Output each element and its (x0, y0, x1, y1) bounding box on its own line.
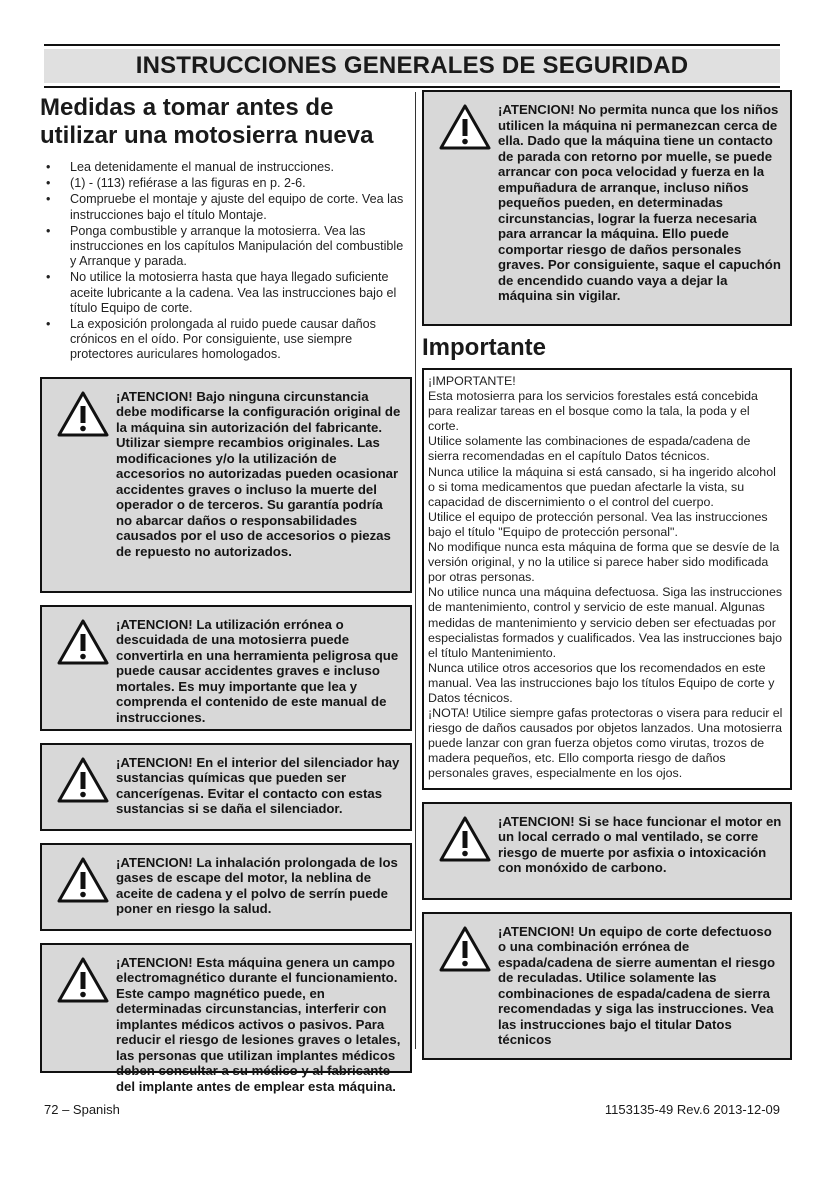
important-line: Esta motosierra para los servicios forestales está concebida para realizar tareas en el bosque como la tala, la poda y el corte. (428, 389, 758, 434)
list-item: • (1) - (113) refiérase a las figuras en p. 2-6. (40, 176, 412, 191)
warning-text: ¡ATENCION! Esta máquina genera un campo electromagnético durante el funcionamiento. Este campo magnético puede, en determinadas circunstancias, interferir con implantes médicos activos o pasivos. Para reducir el riesgo de lesiones graves o letales, las personas que utilizan implantes médicos deben consultar a su médico y al fabricante del implante antes de emplear esta máquina. (116, 954, 401, 1094)
important-line: ¡NOTA! Utilice siempre gafas protectoras o visera para reducir el riesgo de daños causados por objetos lanzados. Una motosierra puede lanzar con gran fuerza objetos como virutas, trozos de madera pequeños, etc. Ello comporta riesgo de daños personales graves, especialmente en los ojos. (428, 706, 783, 781)
column-divider (415, 92, 416, 1049)
section-header (44, 49, 780, 83)
warning-triangle-icon (432, 924, 498, 972)
important-line: Utilice solamente las combinaciones de espada/cadena de sierra recomendadas en el capítulo Datos técnicos. (428, 434, 751, 464)
section-title: INSTRUCCIONES GENERALES DE SEGURIDAD (135, 52, 689, 79)
important-line: Nunca utilice otros accesorios que los recomendados en este manual. Vea las instrucciones bajo los títulos Equipo de corte y Datos técnicos. (428, 660, 775, 705)
warning-triangle-icon (50, 755, 116, 803)
list-item: • Lea detenidamente el manual de instrucciones. (40, 160, 412, 175)
warning-text: ¡ATENCION! La inhalación prolongada de los gases de escape del motor, la neblina de aceite de cadena y el polvo de serrín puede poner en riesgo la salud. (116, 854, 398, 917)
warning-triangle-icon (432, 814, 498, 862)
warning-text: ¡ATENCION! En el interior del silenciador hay sustancias químicas que pueden ser cancerígenas. Evitar el contacto con estas sustancias si se daña el silenciador. (116, 754, 400, 817)
warning-triangle-icon (50, 955, 116, 1003)
left-column (40, 90, 412, 1094)
warning-text: ¡ATENCION! Un equipo de corte defectuoso o una combinación errónea de espada/cadena de sierre aumentan el riesgo de reculadas. Utilice solamente las combinaciones de espada/cadena de sierra recomendadas y siga las instrucciones. Vea las instrucciones bajo el titular Datos técnicos (498, 923, 776, 1048)
warning-box (40, 605, 412, 731)
document-reference: 1153135-49 Rev.6 2013-12-09 (604, 1102, 780, 1117)
left-heading: Medidas a tomar antes de utilizar una motosierra nueva (40, 94, 374, 149)
important-line: Utilice el equipo de protección personal. Vea las instrucciones bajo el título "Equipo de protección personal". (428, 509, 768, 539)
warning-triangle-icon (432, 102, 498, 150)
warning-triangle-icon (50, 389, 116, 437)
precaution-list (40, 160, 412, 363)
warning-text: ¡ATENCION! No permita nunca que los niños utilicen la máquina ni permanezcan cerca de ella. Dado que la máquina tiene un contacto de parada con retorno por muelle, se puede arrancar con poca velocidad y fuerza en la empuñadura de arranque, incluso niños pequeños pueden, en determinadas circunstancias, lograr la fuerza necesaria para arrancar la máquina. Ello puede comportar riesgo de daños personales graves. Por consiguiente, saque el capuchón de encendido cuando vaya a dejar la máquina sin vigilar. (498, 102, 781, 303)
warning-box (422, 90, 792, 326)
list-item: • La exposición prolongada al ruido puede causar daños crónicos en el oído. Por consiguiente, use siempre protectores auriculares homologados. (40, 317, 412, 363)
important-line: No utilice nunca una máquina defectuosa. Siga las instrucciones de mantenimiento, control y servicio de este manual. Algunas medidas de mantenimiento y servicio deben ser efectuadas por especialistas formados y cualificados. Vea las instrucciones bajo el título Mantenimiento. (428, 585, 783, 660)
list-item: • No utilice la motosierra hasta que haya llegado suficiente aceite lubricante a la cadena. Vea las instrucciones bajo el título Equipo de corte. (40, 270, 412, 316)
warning-box (40, 843, 412, 931)
warning-box (422, 802, 792, 900)
warning-box (40, 743, 412, 831)
important-line: No modifique nunca esta máquina de forma que se desvíe de la versión original, y no la utilice si parece haber sido modificada por otras personas. (428, 540, 780, 585)
warning-text: ¡ATENCION! Si se hace funcionar el motor en un local cerrado o mal ventilado, se corre riesgo de muerte por asfixia o intoxicación con monóxido de carbono. (498, 813, 782, 876)
list-item: • Ponga combustible y arranque la motosierra. Vea las instrucciones en los capítulos Manipulación del combustible y Arranque y parada. (40, 224, 412, 270)
important-heading: Importante (422, 334, 547, 361)
warning-triangle-icon (50, 855, 116, 903)
important-line: ¡IMPORTANTE! (428, 374, 516, 388)
warning-text: ¡ATENCION! La utilización errónea o descuidada de una motosierra puede convertirla en una herramienta peligrosa que puede causar accidentes graves e incluso mortales. Es muy importante que lea y comprenda el contenido de este manual de instrucciones. (116, 616, 399, 725)
warning-box (422, 912, 792, 1060)
warning-triangle-icon (50, 617, 116, 665)
warning-box (40, 943, 412, 1094)
top-rule (44, 44, 780, 46)
warning-text: ¡ATENCION! Bajo ninguna circunstancia debe modificarse la configuración original de la máquina sin autorización del fabricante. Utilizar siempre recambios originales. Las modificaciones y/o la utilización de accesorios no autorizadas pueden ocasionar accidentes graves o incluso la muerte del operador o de terceros. Su garantía podría no abarcar daños o responsabilidades causados por el uso de accesorios o piezas de repuesto no autorizados. (116, 388, 401, 559)
right-column (422, 90, 792, 1060)
important-line: Nunca utilice la máquina si está cansado, si ha ingerido alcohol o si toma medicamentos que puedan afectarle la vista, su capacidad de discernimiento o el control del cuerpo. (428, 464, 776, 509)
important-box (422, 368, 792, 790)
header-rule (44, 86, 780, 88)
list-item: • Compruebe el montaje y ajuste del equipo de corte. Vea las instrucciones bajo el título Montaje. (40, 192, 412, 222)
warning-box (40, 377, 412, 593)
page-number: 72 – Spanish (44, 1102, 120, 1117)
